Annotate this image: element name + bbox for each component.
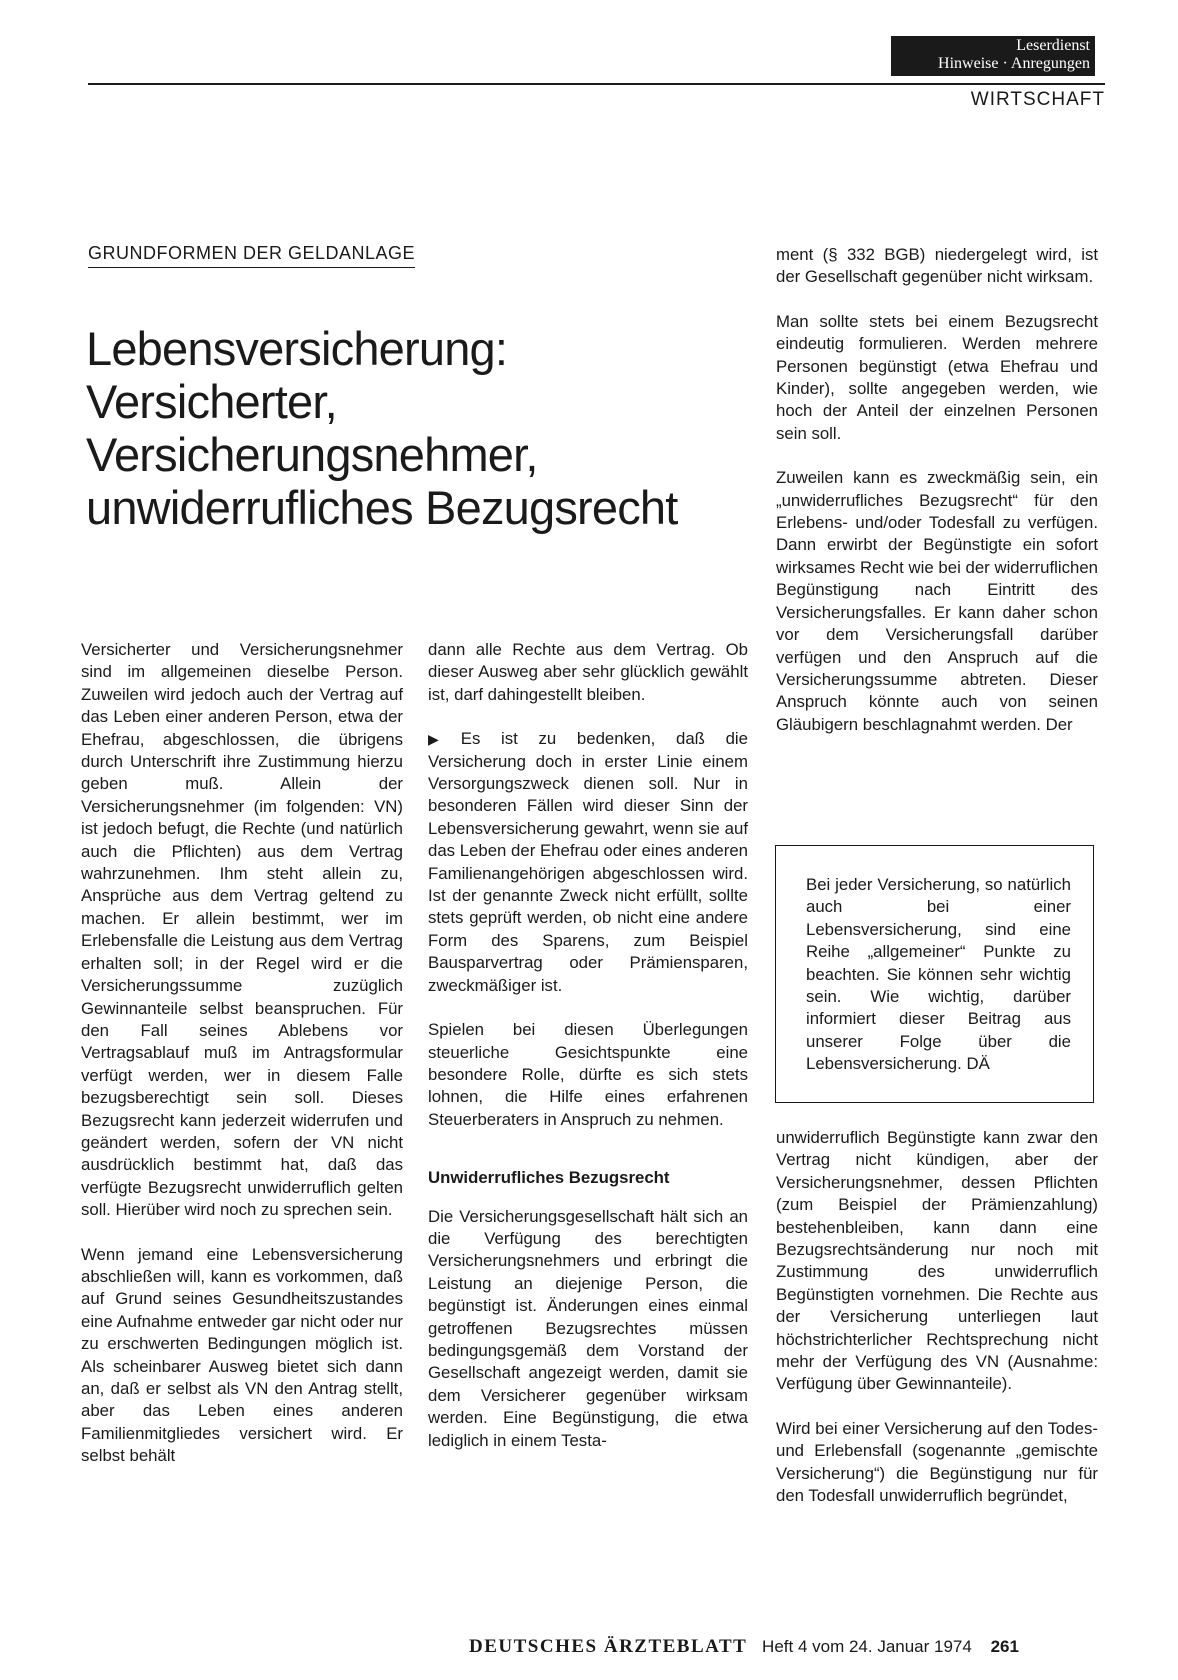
- paragraph: Die Versicherungsgesellschaft hält sich an die Verfügung des berechtigten Versicherungsnehmers und erbringt die Leistung an diejenige Person, die begünstigt ist. Änderungen eines einmal getroffenen Bezugsrechtes müssen bedingungsgemäß dem Vorstand der Gesellschaft angezeigt werden, damit sie dem Versicherer gegenüber wirksam werden. Eine Begünstigung, die etwa lediglich in einem Testa-: [428, 1206, 748, 1450]
- headline-line: Versicherter,: [86, 375, 337, 428]
- column-3-continued: [776, 1127, 1098, 1530]
- article-headline: [86, 322, 726, 534]
- subheading: Unwiderrufliches Bezugsrecht: [428, 1168, 670, 1188]
- column-2: [428, 639, 748, 1474]
- summary-text: Bei jeder Versicherung, so natürlich auch bei einer Lebensversicherung, sind eine Reihe „allgemeiner“ Punkte zu beachten. Sie können sehr wichtig sein. Wie wichtig, darüber informiert dieser Beitrag aus unserer Folge über die Lebensversicherung. DÄ: [806, 875, 1071, 1074]
- column-1: [81, 639, 403, 1490]
- paragraph: dann alle Rechte aus dem Vertrag. Ob dieser Ausweg aber sehr glücklich gewählt ist, darf dahingestellt bleiben.: [428, 640, 748, 704]
- paragraph-with-marker: [428, 728, 748, 997]
- summary-box: [775, 845, 1094, 1103]
- hinweise-label: Hinweise · Anregungen: [938, 55, 1090, 72]
- triangle-marker-icon: ▶: [428, 731, 455, 748]
- headline-line: Lebensversicherung:: [86, 322, 508, 375]
- header-rule: [88, 83, 1105, 85]
- paragraph: Wenn jemand eine Lebensversicherung abschließen will, kann es vorkommen, daß auf Grund seines Gesundheitszustandes eine Aufnahme entweder gar nicht oder nur zu erschwerten Bedingungen möglich ist. Als scheinbarer Ausweg bietet sich dann an, daß er selbst als VN den Antrag stellt, aber das Leben eines anderen Familienmitgliedes versichert wird. Er selbst behält: [81, 1244, 403, 1466]
- section-label: WIRTSCHAFT: [970, 89, 1105, 110]
- paragraph: unwiderruflich Begünstigte kann zwar den Vertrag nicht kündigen, aber der Versicherungsnehmer, dessen Pflichten (zum Beispiel der Prämienzahlung) bestehenbleiben, kann dann eine Bezugsrechtsänderung nur noch mit Zustimmung des unwiderruflich Begünstigten vornehmen. Die Rechte aus der Versicherung unterliegen laut höchstrichterlicher Rechtsprechung nicht mehr der Verfügung des VN (Ausnahme: Verfügung über Gewinnanteile).: [776, 1128, 1098, 1394]
- paragraph: ment (§ 332 BGB) niedergelegt wird, ist der Gesellschaft gegenüber nicht wirksam.: [776, 245, 1098, 287]
- paragraph: Wird bei einer Versicherung auf den Todes- und Erlebensfall (sogenannte „gemischte Versicherung“) die Begünstigung nur für den Todesfall unwiderruflich begründet,: [776, 1418, 1098, 1506]
- leserdienst-label: Leserdienst: [1016, 37, 1090, 54]
- paragraph: Zuweilen kann es zweckmäßig sein, ein „unwiderrufliches Bezugsrecht“ für den Erlebens- und/oder Todesfall zu verfügen. Dann erwirbt der Begünstigte ein sofort wirksames Recht wie bei der widerruflichen Begünstigung nach Eintritt des Versicherungsfalles. Er kann daher schon vor dem Versicherungsfall darüber verfügen und den Anspruch auf die Versicherungssumme abtreten. Dieser Anspruch könnte auch von seinen Gläubigern beschlagnahmt werden. Der: [776, 468, 1098, 734]
- headline-line: unwiderrufliches Bezugsrecht: [86, 481, 678, 534]
- masthead: DEUTSCHES ÄRZTEBLATT: [469, 1636, 748, 1657]
- headline-line: Versicherungsnehmer,: [86, 428, 538, 481]
- paragraph: Versicherter und Versicherungsnehmer sind im allgemeinen dieselbe Person. Zuweilen wird jedoch auch der Vertrag auf das Leben einer anderen Person, etwa der Ehefrau, abgeschlossen, die übrigens durch Unterschrift ihre Zustimmung hierzu geben muß. Allein der Versicherungsnehmer (im folgenden: VN) ist jedoch befugt, die Rechte (und natürlich auch die Pflichten) aus dem Vertrag wahrzunehmen. Ihm steht allein zu, Ansprüche aus dem Vertrag geltend zu machen. Er allein bestimmt, wer im Erlebensfalle die Leistung aus dem Vertrag erhalten soll; in der Regel wird er die Versicherungssumme zuzüglich Gewinnanteile selbst beanspruchen. Für den Fall seines Ablebens vor Vertragsablauf muß im Antragsformular verfügt werden, wer in diesem Falle bezugsberechtigt sein soll. Dieses Bezugsrecht kann jederzeit widerrufen und geändert werden, sofern der VN nicht ausdrücklich bestimmt hat, daß das verfügte Bezugsrecht unwiderruflich gelten soll. Hierüber wird noch zu sprechen sein.: [81, 640, 403, 1220]
- paragraph: Man sollte stets bei einem Bezugsrecht eindeutig formulieren. Werden mehrere Personen begünstigt (etwa Ehefrau und Kinder), sollte angegeben werden, wie hoch der Anteil der einzelnen Personen sein soll.: [776, 311, 1098, 443]
- page-number: 261: [990, 1637, 1019, 1656]
- leserdienst-box: [891, 36, 1095, 76]
- paragraph: Spielen bei diesen Überlegungen steuerliche Gesichtspunkte eine besondere Rolle, dürfte es sich stets lohnen, die Hilfe eines erfahrenen Steuerberaters in Anspruch zu nehmen.: [428, 1020, 748, 1129]
- issue-info: Heft 4 vom 24. Januar 1974: [762, 1637, 972, 1656]
- column-3: [776, 244, 1098, 758]
- paragraph-text: Es ist zu bedenken, daß die Versicherung doch in erster Linie einem Versorgungszweck dienen soll. Nur in besonderen Fällen wird dieser Sinn der Lebensversicherung gewahrt, wenn sie auf das Leben der Ehefrau oder eines anderen Familienangehörigen abgeschlossen wird. Ist der genannte Zweck nicht erfüllt, sollte stets geprüft werden, ob nicht eine andere Form des Sparens, zum Beispiel Bausparvertrag oder Prämiensparen, zweckmäßiger ist.: [428, 729, 749, 995]
- page-footer: [469, 1636, 1097, 1658]
- article-kicker: GRUNDFORMEN DER GELDANLAGE: [88, 243, 415, 268]
